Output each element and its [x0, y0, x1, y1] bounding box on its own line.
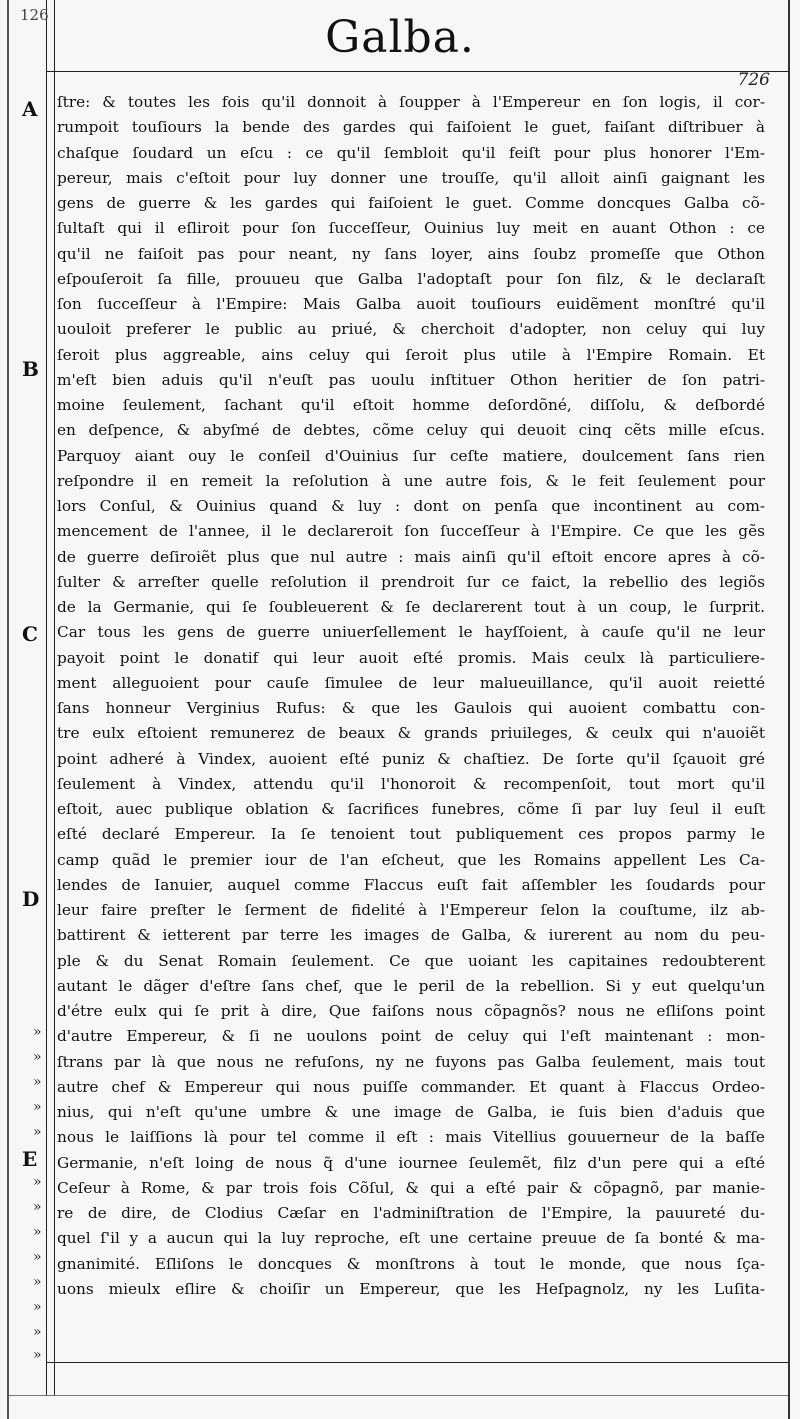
margin-rule	[46, 0, 47, 1395]
text-line: eſpouſeroit ſa fille, prouueu que Galba l'adoptaſt pour ſon filz, & le declaraſt	[57, 269, 765, 288]
running-head: Galba.	[325, 12, 475, 63]
text-line: Parquoy aiant ouy le conſeil d'Ouinius ſur ceſte matiere, doulcement ſans rien	[57, 446, 765, 465]
body-text	[57, 90, 765, 1302]
text-line: ſtre: & toutes les fois qu'il donnoit à ſoupper à l'Empereur en ſon logis, il cor-	[57, 93, 765, 111]
quote-mark: »	[33, 1024, 42, 1040]
text-column-rule	[54, 0, 55, 1395]
outer-left-border	[7, 0, 9, 1419]
text-line: ſultaſt qui il eſliroit pour ſon ſucceſſeur, Ouinius luy meit en auant Othon : ce	[57, 219, 765, 238]
text-line: ſulter & arreſter quelle reſolution il prendroit ſur ce faict, la rebellio des legiõs	[57, 572, 765, 591]
text-line: battirent & ietterent par terre les images de Galba, & iurerent au nom du peu-	[57, 926, 765, 945]
text-line: point adheré à Vindex, auoient eſté puniz & chaſtiez. De ſorte qu'il ſçauoit gré	[57, 749, 765, 768]
text-line: de la Germanie, qui ſe ſoubleuerent & ſe declarerent tout à un coup, le ſurprit.	[57, 598, 765, 616]
quote-mark: »	[33, 1274, 42, 1290]
margin-letter-d: D	[22, 887, 40, 911]
quote-mark: »	[33, 1074, 42, 1090]
quote-mark: »	[33, 1224, 42, 1240]
margin-letter-b: B	[22, 357, 39, 381]
page-number: 126	[20, 6, 49, 24]
text-line: ment alleguoient pour cauſe ſimulee de leur malueuillance, qu'il auoit reietté	[57, 673, 765, 692]
margin-letter-c: C	[22, 622, 38, 646]
text-line: gnanimité. Eſliſons le doncques & monſtrons à tout le monde, que nous ſça-	[57, 1254, 765, 1273]
quote-mark: »	[33, 1299, 42, 1315]
text-line: Car tous les gens de guerre uniuerſellement le hayſſoient, à cauſe qu'il ne leur	[57, 623, 765, 642]
text-line: de guerre deſiroiẽt plus que nul autre : mais ainſi qu'il eſtoit encore apres à cõ-	[57, 547, 765, 566]
text-line: ple & du Senat Romain ſeulement. Ce que uoiant les capitaines redoubterent	[57, 951, 765, 970]
quote-mark: »	[33, 1324, 42, 1340]
text-line: lors Conſul, & Ouinius quand & luy : dont on penſa que incontinent au com-	[57, 497, 765, 515]
right-edge-border	[788, 0, 790, 1419]
text-line: leur faire preſter le ſerment de fidelité à l'Empereur ſelon la couſtume, ilz ab-	[57, 901, 765, 919]
quote-mark: »	[33, 1347, 42, 1363]
quote-mark: »	[33, 1099, 42, 1115]
quote-mark: »	[33, 1249, 42, 1265]
text-line: lendes de Ianuier, auquel comme Flaccus euſt fait aſſembler les ſoudards pour	[57, 875, 765, 894]
quote-mark: »	[33, 1124, 42, 1140]
text-line: reſpondre il en remeit la reſolution à une autre fois, & le feit ſeulement pour	[57, 471, 765, 490]
text-line: autant le dãger d'eſtre ſans chef, que le peril de la rebellion. Si y eut quelqu'un	[57, 976, 765, 995]
quote-mark: »	[33, 1174, 42, 1190]
text-line: nous le laiſſions là pour tel comme il eſt : mais Vitellius gouuerneur de la baſſe	[57, 1128, 765, 1147]
quote-mark: »	[33, 1049, 42, 1065]
text-line: eſté declaré Empereur. Ia ſe tenoient tout publiquement ces propos parmy le	[57, 825, 765, 844]
text-line: nius, qui n'eſt qu'une umbre & une image de Galba, ie ſuis bien d'aduis que	[57, 1103, 765, 1121]
text-line: ſeulement à Vindex, attendu qu'il l'honoroit & recompenſoit, tout mort qu'il	[57, 774, 765, 793]
text-line: ſans honneur Verginius Rufus: & que les Gaulois qui auoient combattu con-	[57, 699, 765, 717]
text-line: tre eulx eſtoient remunerez de beaux & grands priuileges, & ceulx qui n'auoiẽt	[57, 724, 765, 743]
text-line: eſtoit, auec publique oblation & ſacrifices funebres, cõme ſi par luy ſeul il euſt	[57, 800, 765, 818]
page-bottom-rule	[9, 1395, 788, 1396]
text-line: ſeroit plus aggreable, ains celuy qui ſeroit plus utile à l'Empire Romain. Et	[57, 345, 765, 364]
text-line: uouloit preferer le public au priué, & cherchoit d'adopter, non celuy qui luy	[57, 320, 765, 339]
text-line: m'eſt bien aduis qu'il n'euſt pas uoulu inſtituer Othon heritier de ſon patri-	[57, 370, 765, 389]
text-line: Ceſeur à Rome, & par trois fois Cõſul, & qui a eſté pair & cõpagnõ, par manie-	[57, 1178, 765, 1197]
margin-letter-e: E	[22, 1147, 38, 1171]
text-line: payoit point le donatif qui leur auoit eſté promis. Mais ceulx là particuliere-	[57, 648, 765, 667]
text-line: autre chef & Empereur qui nous puiſſe commander. Et quant à Flaccus Ordeo-	[57, 1077, 765, 1096]
text-line: rumpoit touſiours la bende des gardes qui faiſoient le guet, faiſant diſtribuer à	[57, 118, 765, 137]
text-line: d'autre Empereur, & ſi ne uoulons point de celuy qui l'eſt maintenant : mon-	[57, 1027, 765, 1046]
text-line: uons mieulx eſlire & choiſir un Empereur, que les Heſpagnolz, ny les Luſita-	[57, 1279, 765, 1298]
folio-number: 726	[737, 70, 770, 90]
text-line: ſtrans par là que nous ne refuſons, ny ne fuyons pas Galba ſeulement, mais tout	[57, 1052, 765, 1071]
text-line: quel ſ'il y a aucun qui la luy reproche, eſt une certaine preuue de ſa bonté & ma-	[57, 1229, 765, 1248]
text-line: qu'il ne faiſoit pas pour neant, ny ſans loyer, ains ſoubz promeſſe que Othon	[57, 244, 765, 263]
margin-letter-a: A	[22, 97, 38, 121]
text-line: Germanie, n'eſt loing de nous q̃ d'une iournee ſeulemẽt, filz d'un pere qui a eſté	[57, 1153, 765, 1172]
text-line: en deſpence, & abyſmé de debtes, cõme celuy qui deuoit cinq cẽts mille eſcus.	[57, 421, 765, 440]
text-line: d'étre eulx qui ſe prit à dire, Que faiſons nous cõpagnõs? nous ne eſliſons point	[57, 1002, 765, 1020]
footer-rule	[46, 1362, 790, 1363]
text-line: moine ſeulement, ſachant qu'il eſtoit homme deſordõné, diſſolu, & deſbordé	[57, 396, 765, 414]
text-line: pereur, mais c'eſtoit pour luy donner une trouſſe, qu'il alloit ainſi gaignant les	[57, 168, 765, 187]
text-line: camp quãd le premier iour de l'an eſcheut, que les Romains appellent Les Ca-	[57, 850, 765, 869]
text-line: re de dire, de Clodius Cæſar en l'adminiſtration de l'Empire, la pauureté du-	[57, 1204, 765, 1222]
text-line: mencement de l'annee, il le declareroit ſon ſucceſſeur à l'Empire. Ce que les gẽs	[57, 522, 765, 541]
text-line: ſon ſucceſſeur à l'Empire: Mais Galba auoit touſiours euidẽment monſtré qu'il	[57, 295, 765, 313]
text-line: chaſque ſoudard un eſcu : ce qu'il ſembloit qu'il feiſt pour plus honorer l'Em-	[57, 143, 765, 162]
text-line: gens de guerre & les gardes qui faiſoient le guet. Comme doncques Galba cõ-	[57, 194, 765, 212]
quote-mark: »	[33, 1199, 42, 1215]
header-rule	[46, 71, 790, 72]
